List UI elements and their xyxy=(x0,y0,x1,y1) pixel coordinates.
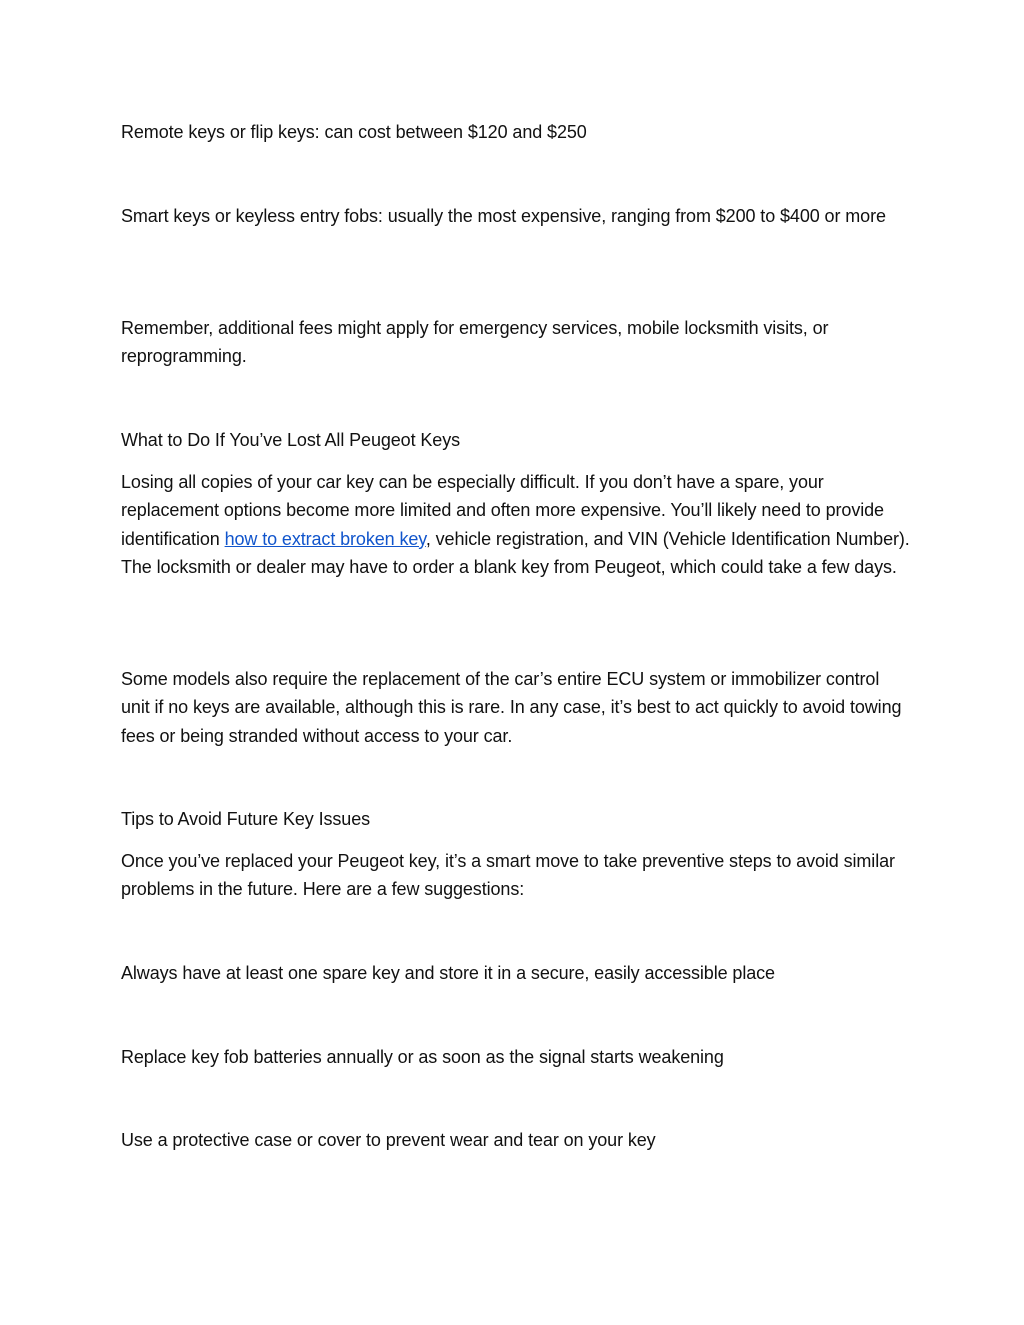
paragraph-losing-keys-text-1: Losing all copies of your car key can be especially difficult. If you don’t have a spare, your replacement options become more limited and often more expensive. You’ll likely need to provide identification xyxy=(121,472,884,549)
paragraph-smart-keys: Smart keys or keyless entry fobs: usually the most expensive, ranging from $200 to $400 or more xyxy=(121,206,886,226)
heading-tips: Tips to Avoid Future Key Issues xyxy=(121,809,371,829)
paragraph-losing-keys-text-2: , vehicle registration, and VIN (Vehicle Identification Number). The locksmith or dealer may have to order a blank key from Peugeot, which could take a few days. xyxy=(121,528,910,577)
paragraph-losing-keys xyxy=(121,468,911,581)
paragraph-remote-keys: Remote keys or flip keys: can cost between $120 and $250 xyxy=(121,122,587,142)
link-how-to-extract-broken-key[interactable]: how to extract broken key xyxy=(224,528,426,549)
tip-fob-batteries: Replace key fob batteries annually or as soon as the signal starts weakening xyxy=(121,1047,724,1067)
paragraph-additional-fees: Remember, additional fees might apply for emergency services, mobile locksmith visits, or reprogramming. xyxy=(121,318,829,367)
tip-spare-key: Always have at least one spare key and store it in a secure, easily accessible place xyxy=(121,963,775,983)
paragraph-ecu-replacement: Some models also require the replacement of the car’s entire ECU system or immobilizer control unit if no keys are available, although this is rare. In any case, it’s best to act quickly to avoid towing fees or being stranded without access to your car. xyxy=(121,669,902,746)
heading-lost-keys: What to Do If You’ve Lost All Peugeot Keys xyxy=(121,430,461,450)
paragraph-preventive-steps: Once you’ve replaced your Peugeot key, it’s a smart move to take preventive steps to avoid similar problems in the future. Here are a few suggestions: xyxy=(121,851,895,900)
tip-protective-case: Use a protective case or cover to prevent wear and tear on your key xyxy=(121,1130,656,1150)
